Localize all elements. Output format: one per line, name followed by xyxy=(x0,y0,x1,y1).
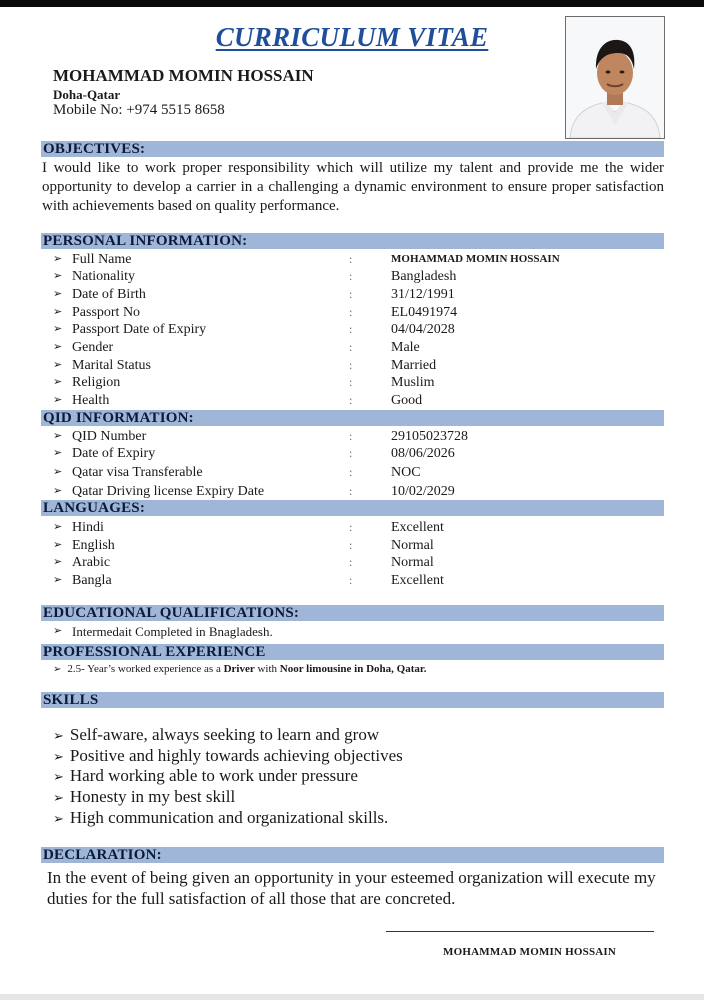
arrow-bullet-icon: ➢ xyxy=(53,485,63,497)
field-value: Normal xyxy=(391,555,434,570)
field-label: English xyxy=(72,538,115,553)
separator: : xyxy=(349,429,353,443)
education-text: Intermedait Completed in Bnagladesh. xyxy=(72,624,273,639)
experience-middle: with xyxy=(257,663,278,675)
separator: : xyxy=(349,287,353,301)
arrow-bullet-icon: ➢ xyxy=(53,394,63,406)
personal-row xyxy=(53,251,653,268)
arrow-bullet-icon: ➢ xyxy=(53,253,63,265)
personal-row xyxy=(53,286,653,303)
language-row xyxy=(53,572,653,589)
section-experience-heading: PROFESSIONAL EXPERIENCE xyxy=(41,644,664,660)
arrow-bullet-icon: ➢ xyxy=(53,574,63,586)
skill-text: Hard working able to work under pressure xyxy=(69,766,358,785)
experience-prefix: 2.5- Year’s worked experience as a xyxy=(67,663,221,675)
skill-item xyxy=(53,808,388,829)
field-value: Bangladesh xyxy=(391,269,457,284)
field-value: 04/04/2028 xyxy=(391,322,455,337)
arrow-bullet-icon: ➢ xyxy=(53,447,63,459)
personal-row xyxy=(53,374,653,391)
separator: : xyxy=(349,446,353,460)
field-label: Nationality xyxy=(72,269,135,284)
skill-text: Positive and highly towards achieving objectives xyxy=(69,746,403,765)
arrow-bullet-icon: ➢ xyxy=(53,749,64,764)
person-portrait-image xyxy=(566,17,664,138)
separator: : xyxy=(349,375,353,389)
field-label: Qatar visa Transferable xyxy=(72,465,203,480)
language-row xyxy=(53,519,653,536)
arrow-bullet-icon: ➢ xyxy=(53,341,63,353)
qid-row xyxy=(53,445,653,462)
field-label: Religion xyxy=(72,375,121,390)
separator: : xyxy=(349,555,353,569)
arrow-bullet-icon: ➢ xyxy=(53,664,62,675)
education-item xyxy=(53,623,653,640)
personal-row xyxy=(53,304,653,321)
field-value: Male xyxy=(391,340,420,355)
separator: : xyxy=(349,305,353,319)
skill-item xyxy=(53,725,379,746)
section-education-heading: EDUCATIONAL QUALIFICATIONS: xyxy=(41,605,664,621)
arrow-bullet-icon: ➢ xyxy=(53,306,63,318)
separator: : xyxy=(349,538,353,552)
document-title: CURRICULUM VITAE xyxy=(215,22,489,52)
section-declaration-heading: DECLARATION: xyxy=(41,847,664,863)
section-skills-heading: SKILLS xyxy=(41,692,664,708)
separator: : xyxy=(349,484,353,498)
qid-row xyxy=(53,464,653,481)
field-value: 08/06/2026 xyxy=(391,446,455,461)
skill-item xyxy=(53,766,358,787)
qid-row xyxy=(53,428,653,445)
arrow-bullet-icon: ➢ xyxy=(53,521,63,533)
skill-text: High communication and organizational skills. xyxy=(69,808,389,827)
field-label: Passport Date of Expiry xyxy=(72,322,207,337)
arrow-bullet-icon: ➢ xyxy=(53,769,64,784)
arrow-bullet-icon: ➢ xyxy=(53,811,64,826)
personal-row xyxy=(53,321,653,338)
language-row xyxy=(53,554,653,571)
field-label: Marital Status xyxy=(72,358,151,373)
separator: : xyxy=(349,340,353,354)
arrow-bullet-icon: ➢ xyxy=(53,376,63,388)
field-label: Gender xyxy=(72,340,114,355)
top-border xyxy=(0,0,704,7)
field-value: 10/02/2029 xyxy=(391,484,455,499)
separator: : xyxy=(349,393,353,407)
arrow-bullet-icon: ➢ xyxy=(53,323,63,335)
skill-text: Self-aware, always seeking to learn and grow xyxy=(69,725,380,744)
qid-row xyxy=(53,483,653,500)
separator: : xyxy=(349,322,353,336)
declaration-text: In the event of being given an opportunity in your esteemed organization will execute my duties for the full satisfaction of all those that are concreted. xyxy=(47,868,656,908)
separator: : xyxy=(349,269,353,283)
candidate-location: Doha-Qatar xyxy=(53,87,121,102)
field-label: Bangla xyxy=(72,573,112,588)
personal-row xyxy=(53,357,653,374)
separator: : xyxy=(349,520,353,534)
arrow-bullet-icon: ➢ xyxy=(53,790,64,805)
signature-name: MOHAMMAD MOMIN HOSSAIN xyxy=(443,946,617,958)
personal-row xyxy=(53,339,653,356)
experience-item xyxy=(53,662,426,677)
arrow-bullet-icon: ➢ xyxy=(53,430,63,442)
field-value: 29105023728 xyxy=(391,429,468,444)
separator: : xyxy=(349,252,353,266)
experience-company: Noor limousine in Doha, Qatar. xyxy=(279,663,427,675)
section-qid-heading: QID INFORMATION: xyxy=(41,410,664,426)
arrow-bullet-icon: ➢ xyxy=(53,728,64,743)
profile-photo xyxy=(565,16,665,139)
field-value: EL0491974 xyxy=(391,305,458,320)
field-label: Arabic xyxy=(72,555,111,570)
field-value: Good xyxy=(391,393,423,408)
language-row xyxy=(53,537,653,554)
field-label: Full Name xyxy=(72,252,132,267)
arrow-bullet-icon: ➢ xyxy=(53,359,63,371)
field-label: Date of Expiry xyxy=(72,446,156,461)
arrow-bullet-icon: ➢ xyxy=(53,466,63,478)
skill-text: Honesty in my best skill xyxy=(69,787,236,806)
arrow-bullet-icon: ➢ xyxy=(53,539,63,551)
field-label: Qatar Driving license Expiry Date xyxy=(72,484,265,499)
separator: : xyxy=(349,573,353,587)
personal-row xyxy=(53,268,653,285)
skill-item xyxy=(53,787,235,808)
bottom-border xyxy=(0,994,704,1000)
field-value: Muslim xyxy=(391,375,435,390)
signature-line xyxy=(386,931,654,932)
section-languages-heading: LANGUAGES: xyxy=(41,500,664,516)
field-value: Excellent xyxy=(391,573,444,588)
candidate-name: MOHAMMAD MOMIN HOSSAIN xyxy=(53,66,314,85)
personal-row xyxy=(53,392,653,409)
objectives-text: I would like to work proper responsibility which will utilize my talent and provide me the wider opportunity to develop a carrier in a challenging a dynamic environment to ensure proper satisfaction with achievements based on quality performance. xyxy=(42,160,664,214)
experience-role: Driver xyxy=(223,663,255,675)
field-value: 31/12/1991 xyxy=(391,287,455,302)
candidate-mobile: Mobile No: +974 5515 8658 xyxy=(53,102,225,118)
field-value: Excellent xyxy=(391,520,444,535)
section-objectives-heading: OBJECTIVES: xyxy=(41,141,664,157)
field-value: MOHAMMAD MOMIN HOSSAIN xyxy=(391,253,560,265)
field-value: Married xyxy=(391,358,437,373)
arrow-bullet-icon: ➢ xyxy=(53,270,63,282)
field-label: Date of Birth xyxy=(72,287,146,302)
section-personal-heading: PERSONAL INFORMATION: xyxy=(41,233,664,249)
field-value: NOC xyxy=(391,465,421,480)
arrow-bullet-icon: ➢ xyxy=(53,556,63,568)
field-value: Normal xyxy=(391,538,434,553)
field-label: Health xyxy=(72,393,110,408)
separator: : xyxy=(349,465,353,479)
arrow-bullet-icon: ➢ xyxy=(53,625,63,637)
field-label: Passport No xyxy=(72,305,141,320)
field-label: QID Number xyxy=(72,429,147,444)
separator: : xyxy=(349,358,353,372)
arrow-bullet-icon: ➢ xyxy=(53,288,63,300)
field-label: Hindi xyxy=(72,520,104,535)
skill-item xyxy=(53,746,403,767)
